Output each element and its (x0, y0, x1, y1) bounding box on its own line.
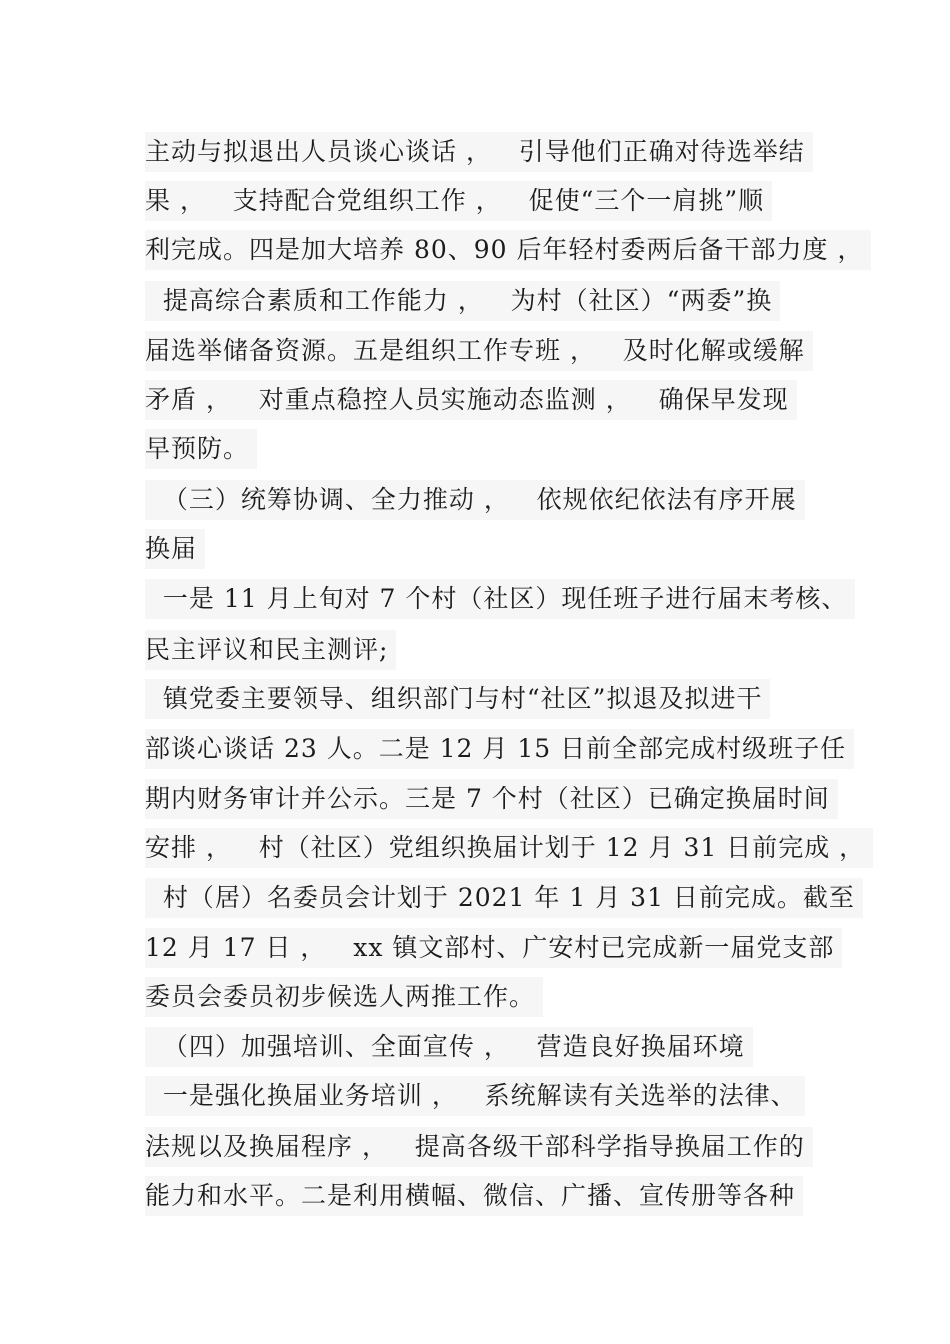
text-line: 期内财务审计并公示。三是 7 个村（社区）已确定换届时间 (145, 779, 838, 819)
text-line: 早预防。 (145, 429, 257, 469)
text-line: 民主评议和民主测评; (145, 630, 396, 670)
text-line: 部谈心谈话 23 人。二是 12 月 15 日前全部完成村级班子任 (145, 729, 854, 769)
text-line: 利完成。四是加大培养 80、90 后年轻村委两后备干部力度 ， (145, 230, 871, 270)
text-line: 届选举储备资源。五是组织工作专班 ， 及时化解或缓解 (145, 331, 813, 371)
text-line: 一是强化换届业务培训 ， 系统解读有关选举的法律、 (145, 1076, 805, 1116)
text-line: 12 月 17 日 ， xx 镇文部村、广安村已完成新一届党支部 (145, 928, 842, 968)
text-line: 村（居）名委员会计划于 2021 年 1 月 31 日前完成。截至 (145, 878, 863, 918)
text-line: 矛盾 ， 对重点稳控人员实施动态监测 ， 确保早发现 (145, 380, 797, 420)
section-heading-cont: 换届 (145, 529, 205, 569)
text-line: 主动与拟退出人员谈心谈话 ， 引导他们正确对待选举结 (145, 132, 813, 172)
text-line: 能力和水平。二是利用横幅、微信、广播、宣传册等各种 (145, 1176, 803, 1216)
section-heading: （四）加强培训、全面宣传 ， 营造良好换届环境 (145, 1027, 753, 1067)
text-line: 镇党委主要领导、组织部门与村“社区”拟退及拟进干 (145, 679, 770, 719)
section-heading: （三）统筹协调、全力推动 ， 依规依纪依法有序开展 (145, 480, 805, 520)
text-line: 提高综合素质和工作能力 ， 为村（社区）“两委”换 (145, 281, 780, 321)
text-line: 果 ， 支持配合党组织工作 ， 促使“三个一肩挑”顺 (145, 181, 772, 221)
text-line: 委员会委员初步候选人两推工作。 (145, 977, 543, 1017)
text-line: 安排 ， 村（社区）党组织换届计划于 12 月 31 日前完成 ， (145, 828, 873, 868)
text-line: 法规以及换届程序 ， 提高各级干部科学指导换届工作的 (145, 1127, 813, 1167)
text-line: 一是 11 月上旬对 7 个村（社区）现任班子进行届末考核、 (145, 579, 855, 619)
